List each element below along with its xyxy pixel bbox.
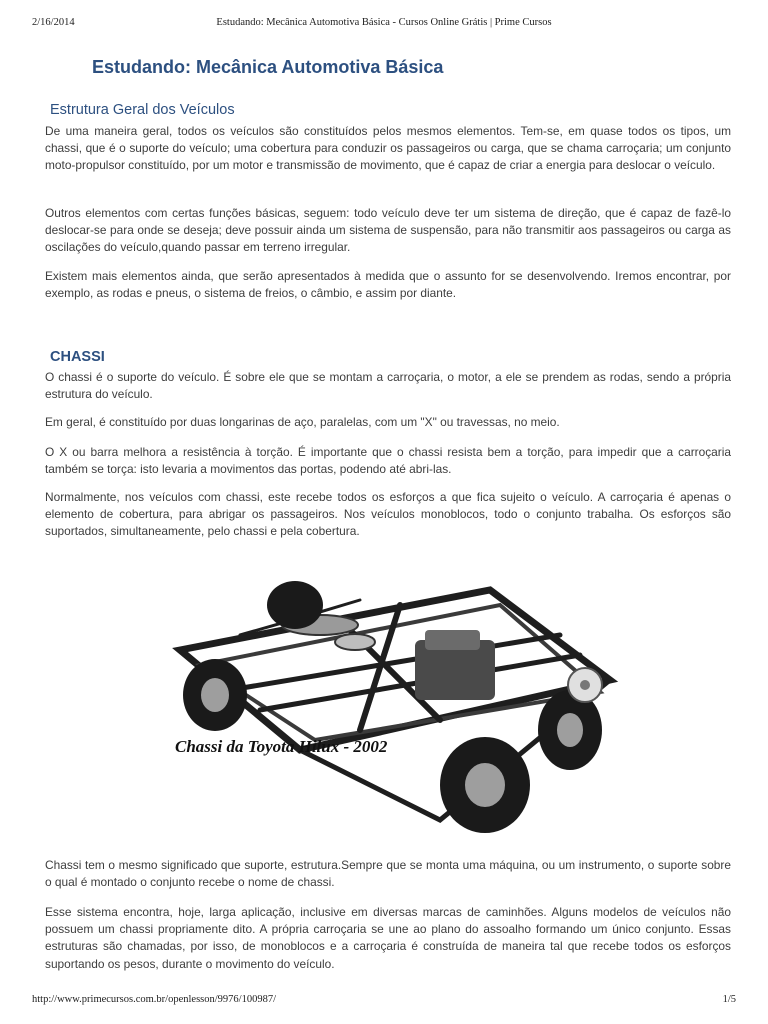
- paragraph: Esse sistema encontra, hoje, larga aplicação, inclusive em diversas marcas de caminhões. Alguns modelos de veículos não possuem um chassi propriamente dito. A própria carroçaria se une ao plano do assoalho formando um único conjunto. Essas estruturas são chamadas, por isso, de monoblocos e a carroçaria é construída de maneira tal que recebe todos os esforços suportando os pesos, durante o movimento do veículo.: [45, 905, 731, 971]
- print-date: 2/16/2014: [32, 17, 75, 28]
- paragraph: Existem mais elementos ainda, que serão apresentados à medida que o assunto for se desenvolvendo. Iremos encontrar, por exemplo, as rodas e pneus, o sistema de freios, o câmbio, e assim por diante.: [45, 269, 731, 301]
- paragraph: Outros elementos com certas funções básicas, seguem: todo veículo deve ter um sistema de direção, que é capaz de fazê-lo deslocar-se para onde se deseja; deve possuir ainda um sistema de suspensão, para não transmitir aos passageiros ou carga as oscilações do veículo,quando passar em terreno irregular.: [45, 206, 731, 255]
- chassis-image: [140, 560, 640, 850]
- paragraph: Em geral, é constituído por duas longarinas de aço, paralelas, com um "X" ou travessas, no meio.: [45, 415, 560, 429]
- image-caption: Chassi da Toyota Hilux - 2002: [175, 737, 388, 756]
- paragraph: Chassi tem o mesmo significado que suporte, estrutura.Sempre que se monta uma máquina, ou um instrumento, o suporte sobre o qual é montado o conjunto recebe o nome de chassi.: [45, 858, 731, 890]
- print-url: http://www.primecursos.com.br/openlesson/9976/100987/: [32, 994, 277, 1005]
- print-page-title: Estudando: Mecânica Automotiva Básica - Cursos Online Grátis | Prime Cursos: [216, 17, 552, 28]
- print-footer: [32, 994, 736, 1008]
- paragraph: O X ou barra melhora a resistência à torção. É importante que o chassi resista bem a torção, para impedir que a carroçaria também se torça: isto levaria a movimentos das portas, podendo até abri-las.: [45, 445, 731, 477]
- section-heading-chassi: CHASSI: [50, 349, 105, 365]
- section-heading-estrutura: Estrutura Geral dos Veículos: [50, 102, 235, 118]
- page-title: Estudando: Mecânica Automotiva Básica: [92, 57, 444, 77]
- paragraph: Normalmente, nos veículos com chassi, este recebe todos os esforços a que fica sujeito o veículo. A carroçaria é apenas o elemento de cobertura, para abrigar os passageiros. Nos veículos monoblocos, todo o conjunto trabalha. Os esforços são suportados, simultaneamente, pelo chassi e pela cobertura.: [45, 490, 731, 539]
- paragraph: De uma maneira geral, todos os veículos são constituídos pelos mesmos elementos. Tem-se, em quase todos os tipos, um chassi, que é o suporte do veículo; uma cobertura para conduzir os passageiros ou carga, que se chama carroçaria; um conjunto moto-propulsor constituído, por um motor e transmissão de movimento, que é capaz de criar a energia para deslocar o veículo.: [45, 124, 731, 173]
- page-number: 1/5: [722, 994, 736, 1005]
- paragraph: O chassi é o suporte do veículo. É sobre ele que se montam a carroçaria, o motor, a ele se prendem as rodas, sendo a própria estrutura do veículo.: [45, 370, 731, 402]
- print-header: [32, 17, 736, 31]
